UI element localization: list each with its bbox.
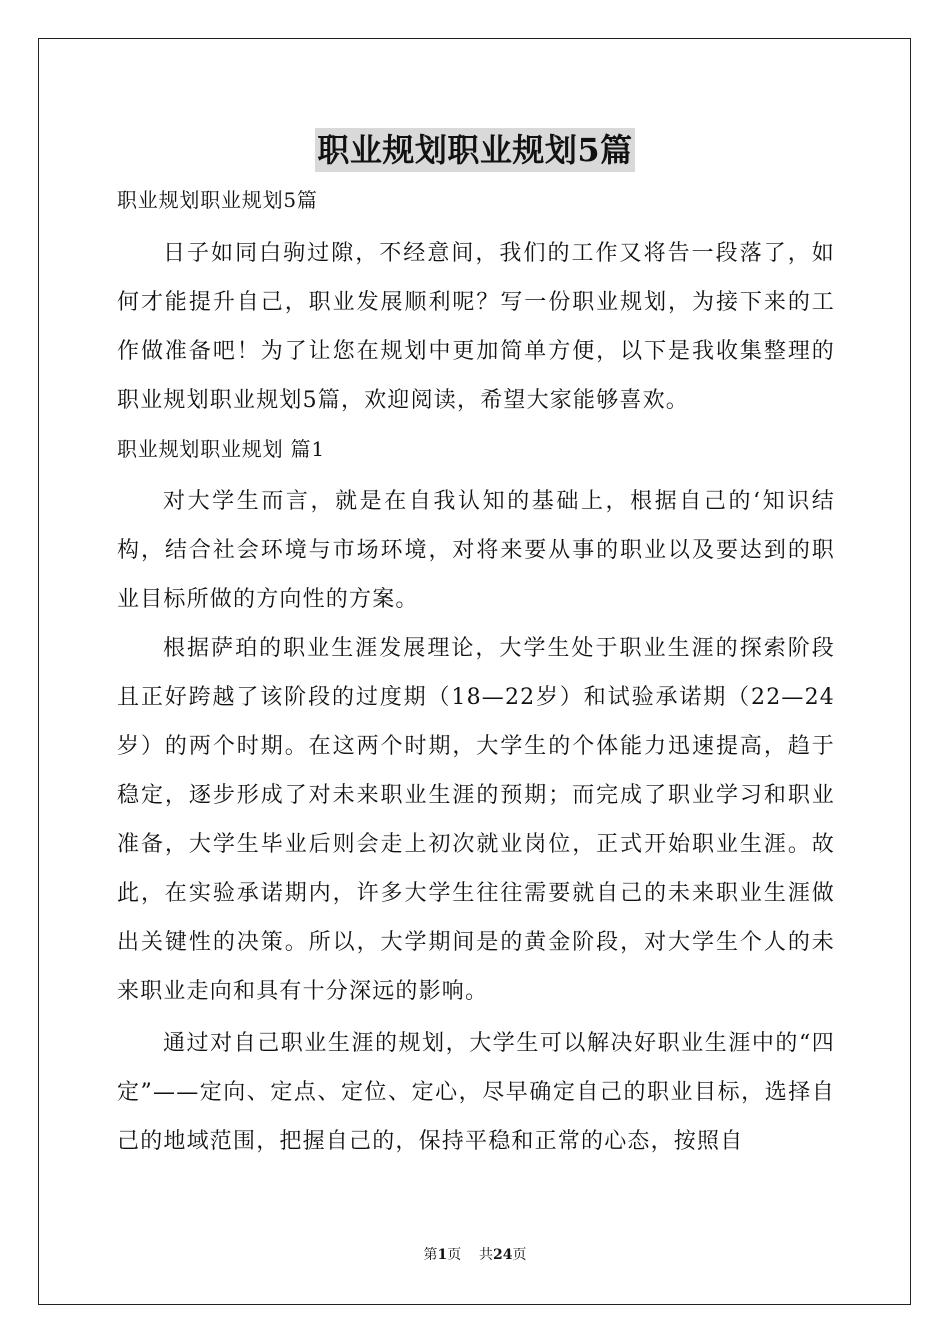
subtitle-line: 职业规划职业规划5篇	[117, 188, 318, 212]
body-paragraph: 根据萨珀的职业生涯发展理论，大学生处于职业生涯的探索阶段且正好跨越了该阶段的过度期（18—22岁）和试验承诺期（22—24岁）的两个时期。在这两个时期，大学生的个体能力迅速提高，趋于稳定，逐步形成了对未来职业生涯的预期；而完成了职业学习和职业准备，大学生毕业后则会走上初次就业岗位，正式开始职业生涯。故此，在实验承诺期内，许多大学生往往需要就自己的未来职业生涯做出关键性的决策。所以，大学期间是的黄金阶段，对大学生个人的未来职业走向和具有十分深远的影响。	[117, 636, 835, 1004]
page-prefix: 第	[423, 1247, 438, 1263]
section-heading: 职业规划职业规划 篇1	[117, 437, 325, 461]
title-container	[0, 128, 950, 172]
page-number: 1	[437, 1247, 448, 1263]
body-paragraph: 通过对自己职业生涯的规划，大学生可以解决好职业生涯中的“四定”——定向、定点、定位、定心，尽早确定自己的职业目标，选择自己的地域范围，把握自己的，保持平稳和正常的心态，按照自	[117, 1031, 835, 1154]
page-suffix: 页	[447, 1247, 462, 1263]
total-prefix: 共	[479, 1247, 494, 1263]
total-pages: 24	[493, 1247, 513, 1263]
intro-paragraph: 日子如同白驹过隙，不经意间，我们的工作又将告一段落了，如何才能提升自己，职业发展顺利呢？写一份职业规划，为接下来的工作做准备吧！为了让您在规划中更加简单方便，以下是我收集整理的职业规划职业规划5篇，欢迎阅读，希望大家能够喜欢。	[117, 241, 835, 413]
document-title: 职业规划职业规划5篇	[315, 128, 634, 172]
page-footer	[0, 1245, 950, 1265]
total-suffix: 页	[512, 1247, 527, 1263]
body-paragraph: 对大学生而言，就是在自我认知的基础上，根据自己的‘知识结构，结合社会环境与市场环境，对将来要从事的职业以及要达到的职业目标所做的方向性的方案。	[117, 489, 835, 612]
